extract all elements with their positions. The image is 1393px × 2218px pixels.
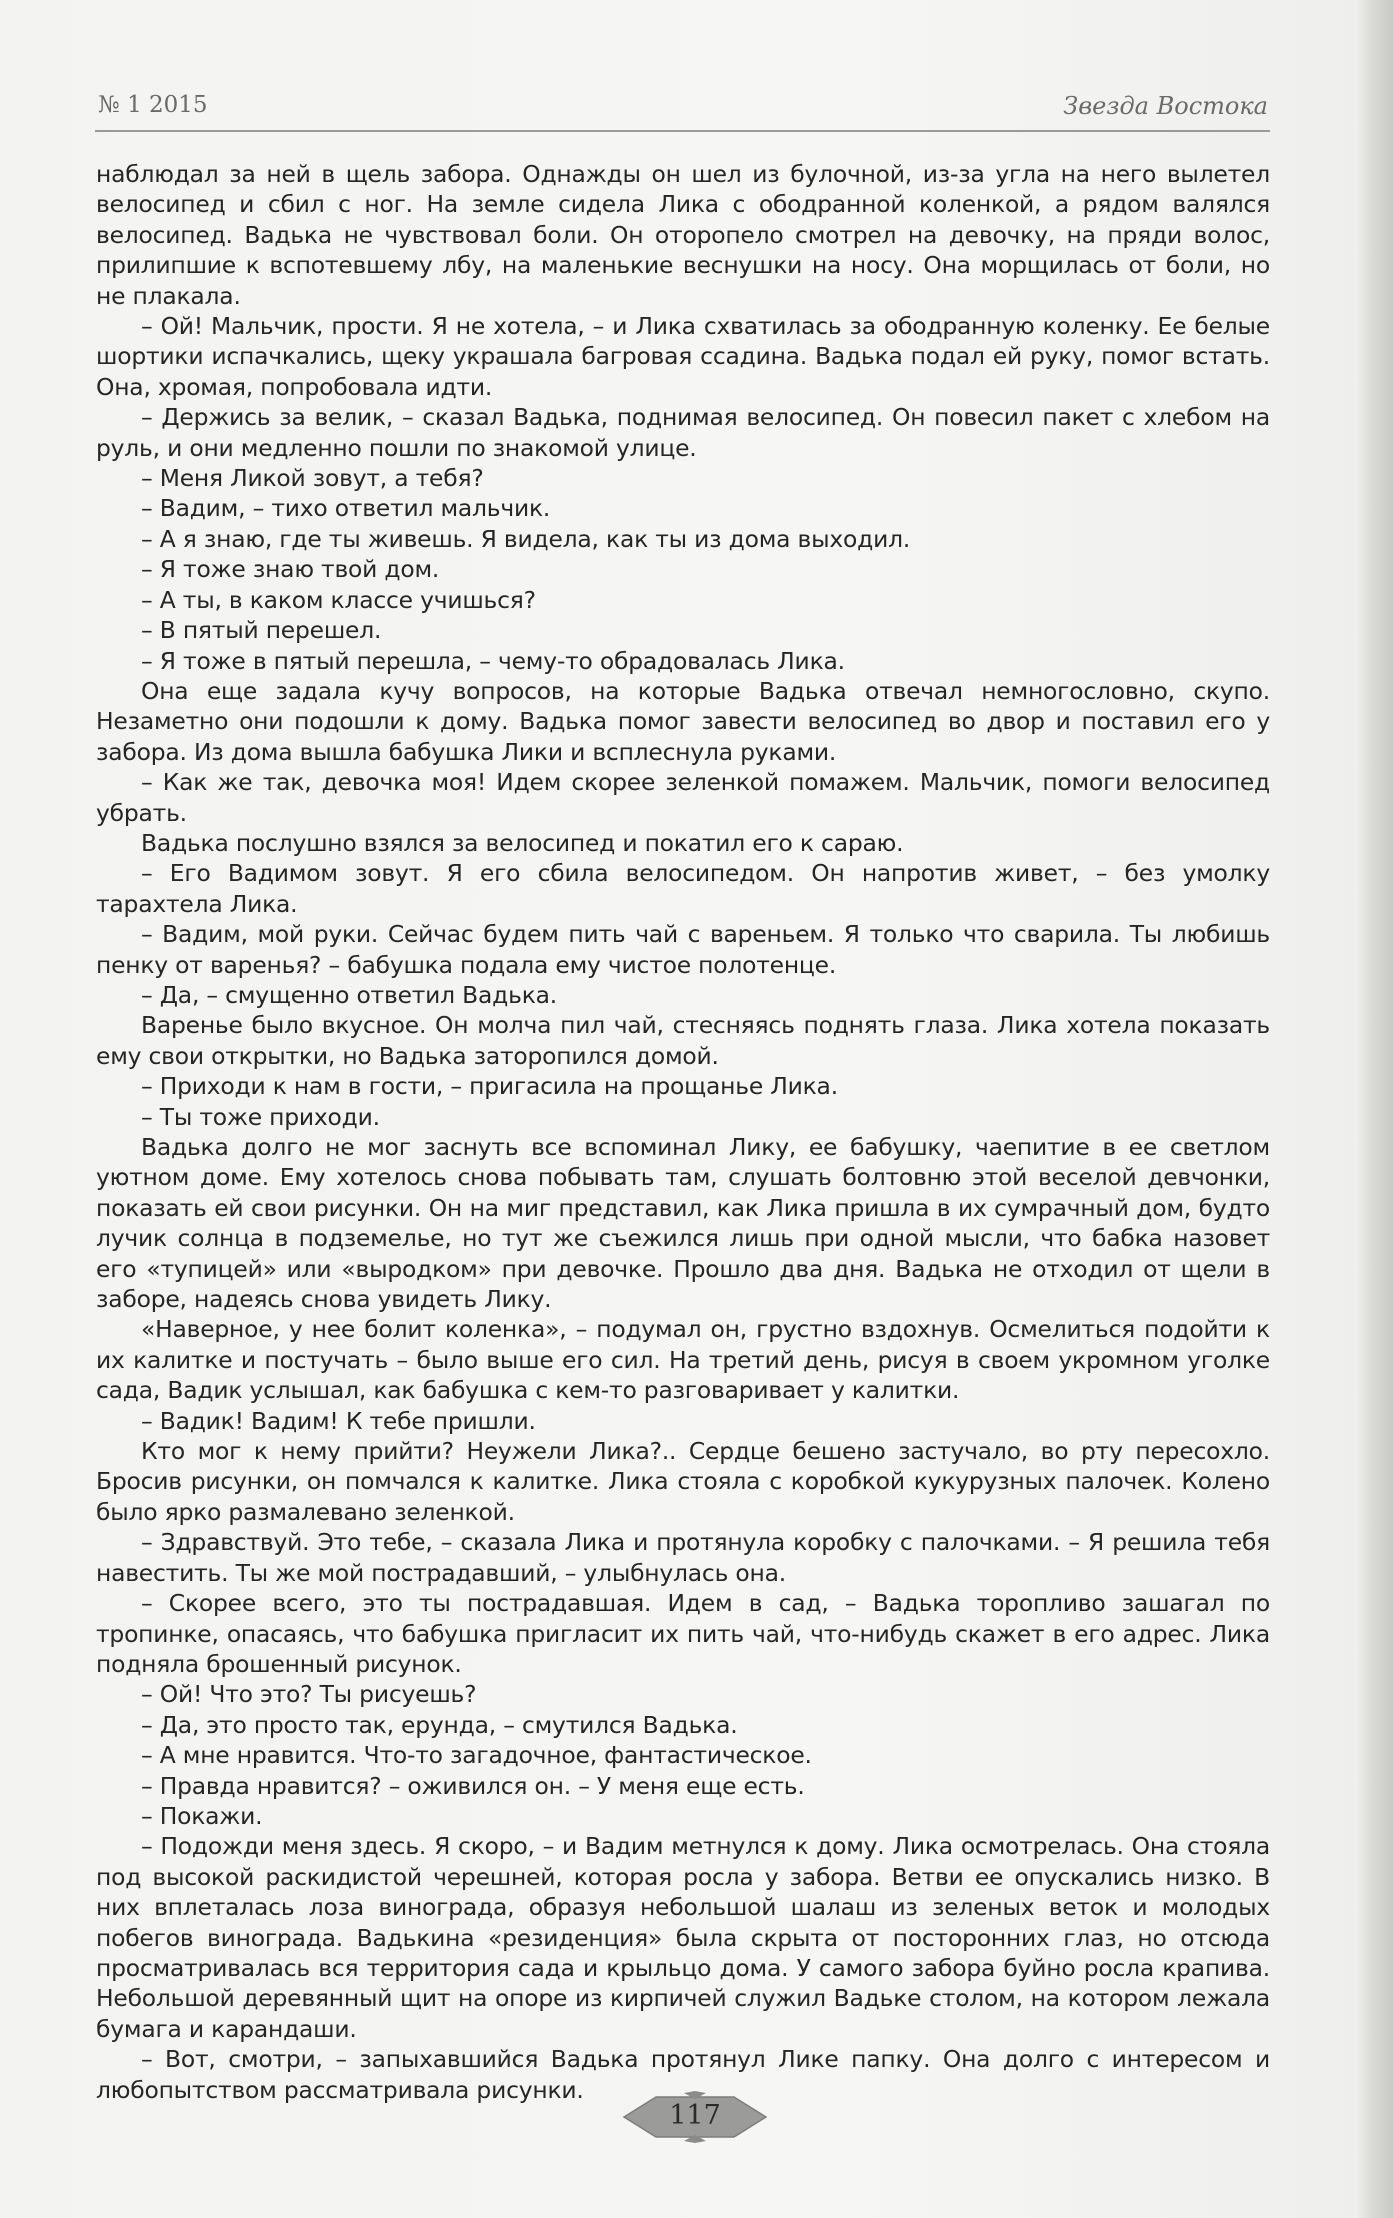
paragraph: Вадька долго не мог заснуть все вспоминал Лику, ее бабушку, чаепитие в ее светлом уютном доме. Ему хотелось снова побывать там, слушать болтовню этой веселой девчонки, показать ей свои рисунки. Он на миг представил, как Лика пришла в их сумрачный дом, будто лучик солнца в подземелье, но тут же съежился лишь при одной мысли, что бабка назовет его «тупицей» или «выродком» при девочке. Прошло два дня. Вадька не отходил от щели в заборе, надеясь снова увидеть Лику. <box>96 1133 1270 1314</box>
paragraph: – Ой! Мальчик, прости. Я не хотела, – и Лика схватилась за ободранную коленку. Ее белые шортики испачкались, щеку украшала багровая ссадина. Вадька подал ей руку, помог встать. Она, хромая, попробовала идти. <box>96 312 1270 401</box>
body-text <box>96 159 1270 2105</box>
paragraph: – Как же так, девочка моя! Идем скорее зеленкой помажем. Мальчик, помоги велосипед убрать. <box>96 768 1270 827</box>
paragraph: – Ты тоже приходи. <box>141 1102 380 1131</box>
paragraph: – Да, – смущенно ответил Вадька. <box>141 980 558 1009</box>
page-number-ornament <box>622 2091 768 2143</box>
paragraph: – Ой! Что это? Ты рисуешь? <box>141 1680 477 1709</box>
paragraph: – Да, это просто так, ерунда, – смутился Вадька. <box>141 1710 738 1739</box>
paragraph: Вадька послушно взялся за велосипед и покатил его к сараю. <box>141 828 904 857</box>
paragraph: – Правда нравится? – оживился он. – У меня еще есть. <box>141 1771 805 1800</box>
paragraph: – А ты, в каком классе учишься? <box>141 585 536 614</box>
paragraph: – Вот, смотри, – запыхавшийся Вадька протянул Лике папку. Она долго с интересом и любопытством рассматривала рисунки. <box>96 2045 1270 2104</box>
paragraph: Она еще задала кучу вопросов, на которые Вадька отвечал немногословно, скупо. Незаметно они подошли к дому. Вадька помог завести велосипед во двор и поставил его у забора. Из дома вышла бабушка Лики и всплеснула руками. <box>96 676 1270 766</box>
paragraph: – Его Вадимом зовут. Я его сбила велосипедом. Он напротив живет, – без умолку тарахтела Лика. <box>96 859 1270 918</box>
paragraph: «Наверное, у нее болит коленка», – подумал он, грустно вздохнув. Осмелиться подойти к их калитке и постучать – было выше его сил. На третий день, рисуя в своем укромном уголке сада, Вадик услышал, как бабушка с кем-то разговаривает у калитки. <box>96 1315 1270 1405</box>
page-number: 117 <box>669 2100 721 2131</box>
paragraph: – В пятый перешел. <box>141 616 382 645</box>
paragraph: наблюдал за ней в щель забора. Однажды он шел из булочной, из-за угла на него вылетел велосипед и сбил с ног. На земле сидела Лика с ободранной коленкой, а рядом валялся велосипед. Вадька не чувствовал боли. Он оторопело смотрел на девочку, на пряди волос, прилипшие к вспотевшему лбу, на маленькие веснушки на носу. Она морщилась от боли, но не плакала. <box>96 160 1270 310</box>
paragraph: – Вадим, мой руки. Сейчас будем пить чай с вареньем. Я только что сварила. Ты любишь пенку от варенья? – бабушка подала ему чистое полотенце. <box>96 920 1270 979</box>
paragraph: Варенье было вкусное. Он молча пил чай, стесняясь поднять глаза. Лика хотела показать ему свои открытки, но Вадька заторопился домой. <box>96 1011 1270 1070</box>
paragraph: – Вадик! Вадим! К тебе пришли. <box>141 1406 536 1435</box>
paragraph: – Скорее всего, это ты пострадавшая. Идем в сад, – Вадька торопливо зашагал по тропинке, опасаясь, что бабушка пригласит их пить чай, что-нибудь скажет в его адрес. Лика подняла брошенный рисунок. <box>96 1589 1270 1678</box>
paragraph: – Покажи. <box>141 1801 263 1830</box>
issue-number: № 1 2015 <box>98 92 208 118</box>
paragraph: – А мне нравится. Что-то загадочное, фантастическое. <box>141 1741 812 1770</box>
paragraph: Кто мог к нему прийти? Неужели Лика?.. Сердце бешено застучало, во рту пересохло. Бросив рисунки, он помчался к калитке. Лика стояла с коробкой кукурузных палочек. Колено было ярко размалевано зеленкой. <box>96 1437 1270 1526</box>
running-header <box>95 86 1270 132</box>
paragraph: – Меня Ликой зовут, а тебя? <box>141 464 484 493</box>
paragraph: – Я тоже знаю твой дом. <box>141 555 440 584</box>
paragraph: – Держись за велик, – сказал Вадька, поднимая велосипед. Он повесил пакет с хлебом на руль, и они медленно пошли по знакомой улице. <box>96 403 1270 462</box>
paragraph: – Подожди меня здесь. Я скоро, – и Вадим метнулся к дому. Лика осмотрелась. Она стояла под высокой раскидистой черешней, которая росла у забора. Ветви ее опускались низко. В них вплеталась лоза винограда, образуя небольшой шалаш из зеленых веток и молодых побегов винограда. Вадькина «резиденция» была скрыта от посторонних глаз, но отсюда просматривалась вся территория сада и крыльцо дома. У самого забора буйно росла крапива. Небольшой деревянный щит на опоре из кирпичей служил Вадьке столом, на котором лежала бумага и карандаши. <box>96 1832 1270 2043</box>
page-edge-shadow <box>1355 0 1393 2218</box>
paragraph: – Я тоже в пятый перешла, – чему-то обрадовалась Лика. <box>141 646 845 675</box>
paragraph: – Здравствуй. Это тебе, – сказала Лика и протянула коробку с палочками. – Я решила тебя навестить. Ты же мой пострадавший, – улыбнулась она. <box>96 1528 1270 1587</box>
paragraph: – Вадим, – тихо ответил мальчик. <box>141 494 551 523</box>
journal-title: Звезда Востока <box>1063 92 1268 120</box>
paragraph: – А я знаю, где ты живешь. Я видела, как ты из дома выходил. <box>141 524 911 553</box>
paragraph: – Приходи к нам в гости, – пригасила на прощанье Лика. <box>141 1072 838 1101</box>
